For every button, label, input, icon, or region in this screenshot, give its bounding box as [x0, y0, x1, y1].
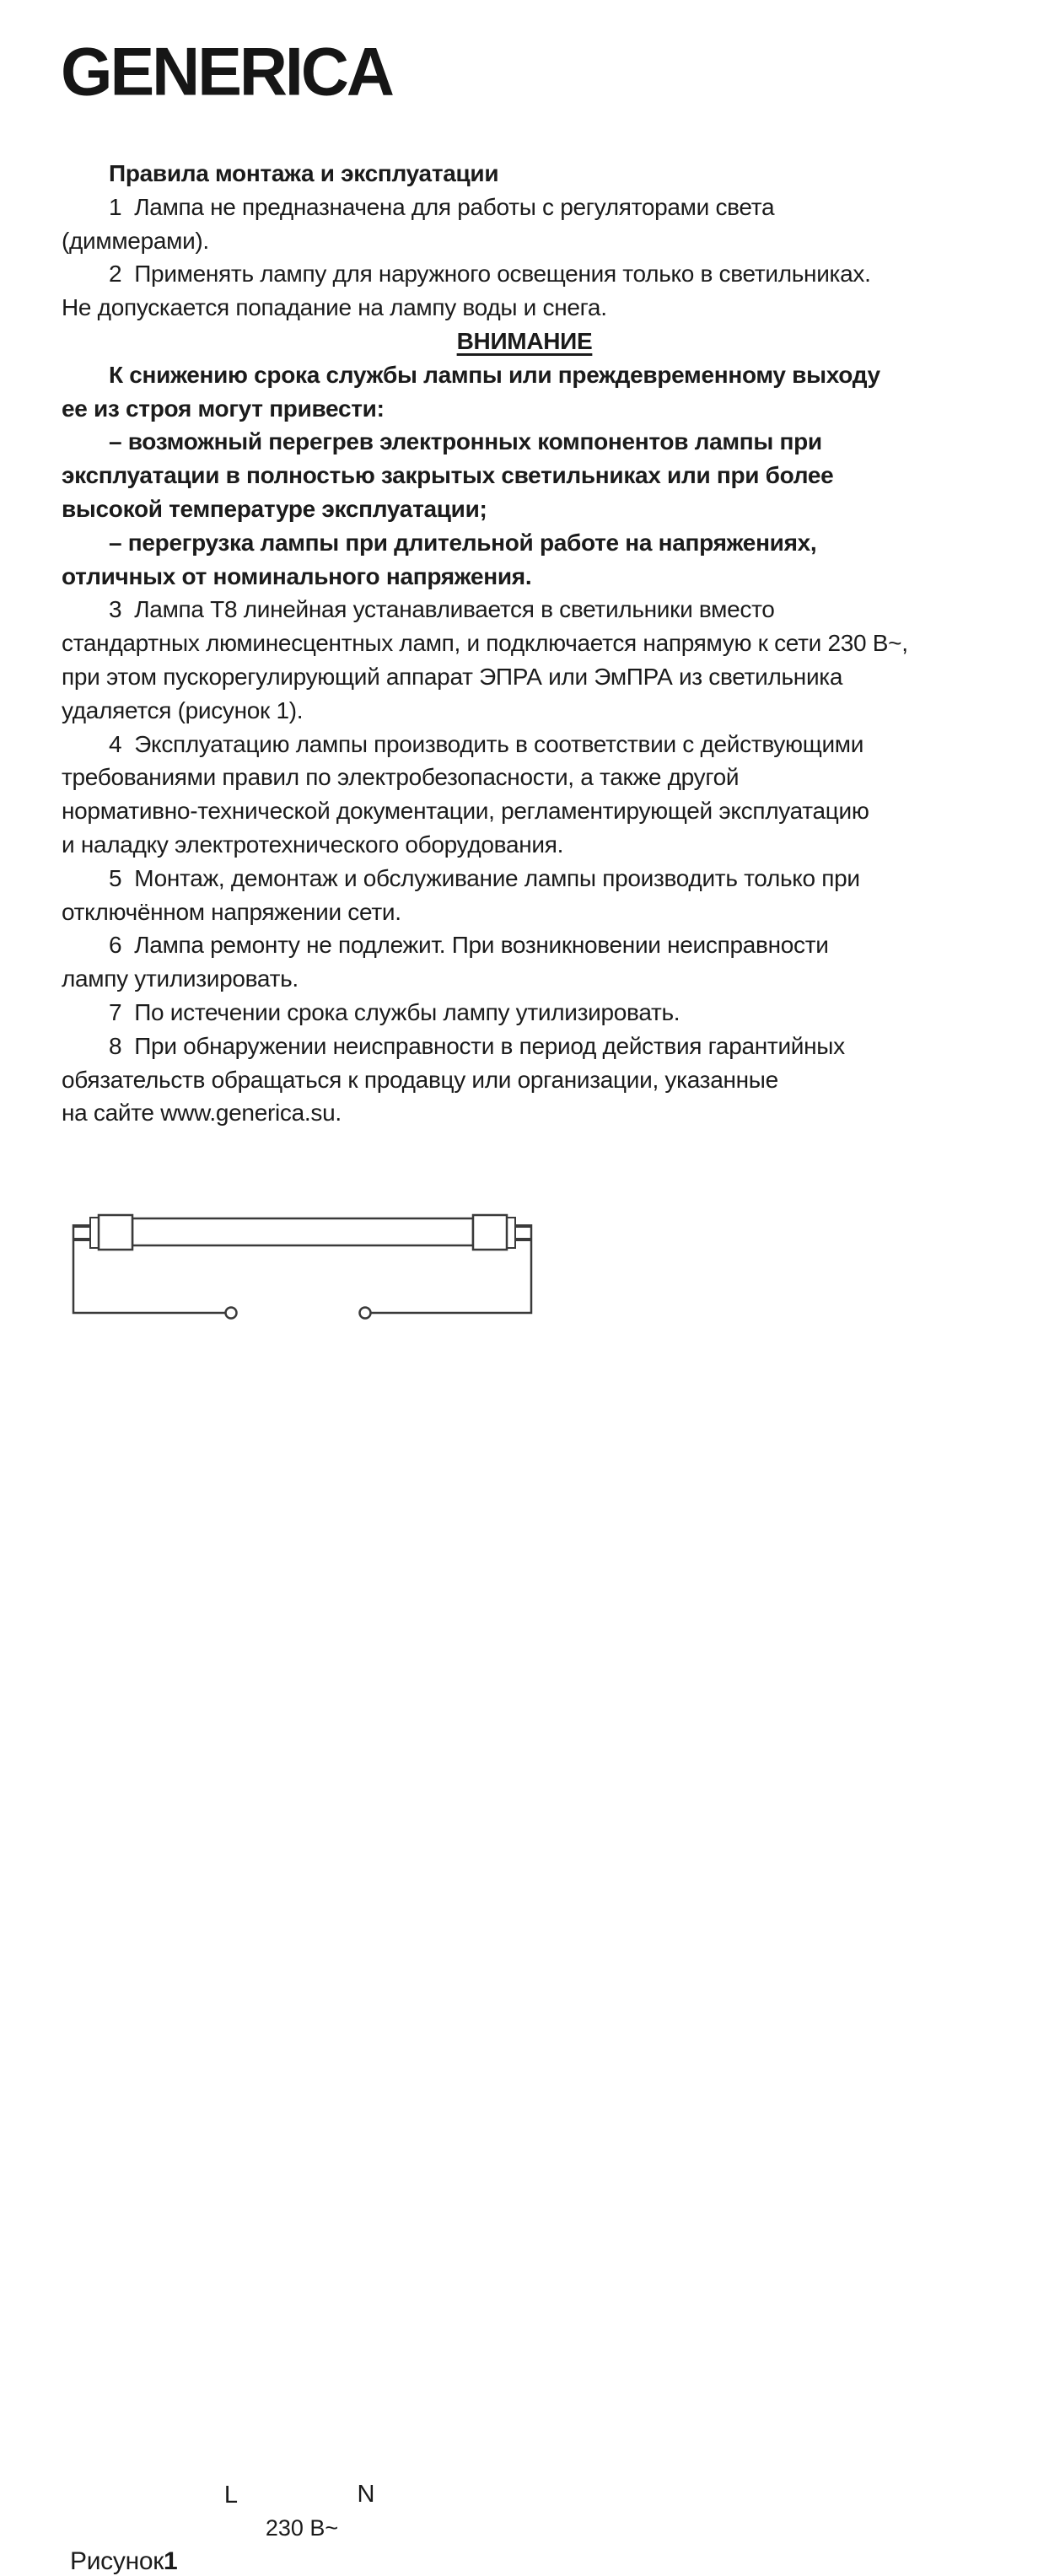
text-line: – возможный перегрев электронных компонентов лампы при [109, 428, 822, 455]
label-live: L [223, 2482, 239, 2509]
text-line: 2 Применять лампу для наружного освещения только в светильниках. [109, 261, 871, 288]
text-line: эксплуатации в полностью закрытых светильниках или при более [62, 462, 834, 489]
text-line: 8 При обнаружении неисправности в период действия гарантийных [109, 1032, 845, 1059]
end-cap-right [473, 1215, 507, 1250]
figure-1 [0, 1206, 1049, 2575]
text-line: 3 Лампа Т8 линейная устанавливается в светильники вместо [109, 596, 775, 623]
figure-caption [70, 2547, 177, 2576]
text-line: ее из строя могут привести: [62, 395, 385, 422]
text-line: и наладку электротехнического оборудования. [62, 831, 564, 858]
text-line: – перегрузка лампы при длительной работе на напряжениях, [109, 529, 817, 556]
document-body [62, 157, 987, 1130]
text-line: 5 Монтаж, демонтаж и обслуживание лампы производить только при [109, 864, 860, 891]
text-line: отличных от номинального напряжения. [62, 562, 532, 589]
end-cap-left [99, 1215, 132, 1250]
text-line: при этом пускорегулирующий аппарат ЭПРА или ЭмПРА из светильника [62, 663, 843, 690]
text-line: отключённом напряжении сети. [62, 898, 401, 925]
text-line: на сайте www.generica.su. [62, 1100, 342, 1127]
text-line: К снижению срока службы лампы или преждевременному выходу [109, 361, 880, 388]
text-line: удаляется (рисунок 1). [62, 696, 304, 723]
text-line: нормативно-технической документации, регламентирующей эксплуатацию [62, 798, 869, 825]
text-line: Не допускается попадание на лампу воды и снега. [62, 294, 607, 321]
terminal-live [226, 1308, 237, 1319]
text-line: требованиями правил по электробезопасности, а также другой [62, 764, 740, 791]
text-line: лампу утилизировать. [62, 965, 299, 992]
brand-logo: GENERICA [61, 33, 392, 110]
label-neutral: N [357, 2481, 375, 2508]
lamp-wiring-diagram-icon [0, 1206, 1049, 1400]
figure-caption-number: 1 [164, 2547, 178, 2575]
terminal-neutral [360, 1308, 371, 1319]
text-line: 7 По истечении срока службы лампу утилизировать. [109, 998, 681, 1025]
label-voltage: 230 В~ [265, 2515, 339, 2541]
text-line: 4 Эксплуатацию лампы производить в соответствии с действующими [109, 730, 864, 757]
section-heading: Правила монтажа и эксплуатации [109, 160, 499, 186]
text-line: стандартных люминесцентных ламп, и подключается напрямую к сети 230 В~, [62, 630, 908, 657]
pin-holder-right [507, 1218, 515, 1248]
text-line: высокой температуре эксплуатации; [62, 495, 487, 522]
attention-heading: ВНИМАНИЕ [456, 327, 593, 354]
text-line: 1 Лампа не предназначена для работы с регуляторами света [109, 193, 775, 220]
text-line: (диммерами). [62, 227, 209, 254]
text-line: обязательств обращаться к продавцу или организации, указанные [62, 1066, 778, 1093]
text-line: 6 Лампа ремонту не подлежит. При возникновении неисправности [109, 932, 829, 959]
figure-caption-prefix: Рисунок [70, 2547, 164, 2575]
tube-body [132, 1218, 473, 1245]
pin-holder-left [90, 1218, 99, 1248]
